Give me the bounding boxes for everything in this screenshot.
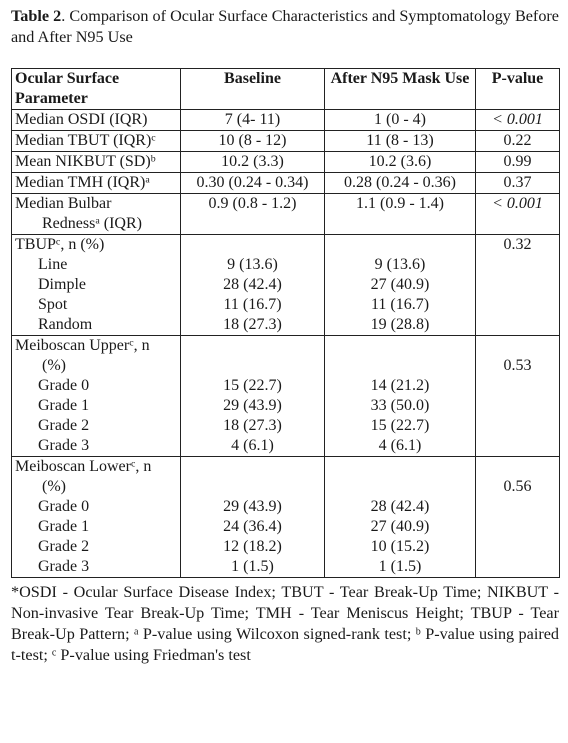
- group-title-suffix: , n (%): [60, 236, 105, 253]
- after-cell: [325, 336, 476, 377]
- row-label: Grade 1: [12, 396, 181, 416]
- table-row: [12, 436, 560, 457]
- table-footnote: [11, 582, 559, 666]
- baseline-cell: [181, 235, 325, 256]
- after-cell: 10 (15.2): [325, 537, 476, 557]
- pvalue-cell: [476, 396, 560, 416]
- header-parameter: Ocular Surface Parameter: [12, 69, 181, 110]
- after-cell: [325, 457, 476, 498]
- row-label-text: Median TMH (IQR): [15, 174, 146, 191]
- table-row: [12, 173, 560, 194]
- group-title-row: [12, 235, 560, 256]
- row-label-text: Median OSDI (IQR): [15, 111, 148, 128]
- row-label: Grade 2: [12, 537, 181, 557]
- footnote-mark-c: c: [51, 647, 57, 659]
- row-label: Grade 1: [12, 517, 181, 537]
- row-label: [12, 131, 181, 152]
- after-cell: 19 (28.8): [325, 315, 476, 336]
- row-label-line2: [15, 215, 142, 232]
- header-baseline: Baseline: [181, 69, 325, 110]
- table-row: [12, 295, 560, 315]
- pvalue-cell: 0.22: [476, 131, 560, 152]
- table-row: [12, 537, 560, 557]
- after-cell: 1 (0 - 4): [325, 110, 476, 131]
- baseline-cell: 9 (13.6): [181, 255, 325, 275]
- baseline-cell: 4 (6.1): [181, 436, 325, 457]
- row-label: Grade 0: [12, 497, 181, 517]
- baseline-cell: 24 (36.4): [181, 517, 325, 537]
- baseline-cell: 10 (8 - 12): [181, 131, 325, 152]
- pvalue-cell: [476, 336, 560, 377]
- pvalue-cell: [476, 537, 560, 557]
- pvalue-cell: [476, 376, 560, 396]
- footnote-mark-b: b: [415, 626, 421, 638]
- table-row: [12, 557, 560, 578]
- row-label-text: Median TBUT (IQR): [15, 132, 152, 149]
- table-row: [12, 194, 560, 235]
- footnote-mark: c: [129, 337, 134, 349]
- baseline-cell: 12 (18.2): [181, 537, 325, 557]
- table-row: [12, 315, 560, 336]
- document: [11, 6, 559, 682]
- row-label-line1: Median Bulbar: [15, 195, 112, 212]
- pvalue-cell: [476, 436, 560, 457]
- row-label: [12, 194, 181, 235]
- pvalue-text: 0.53: [503, 357, 532, 374]
- after-cell: 14 (21.2): [325, 376, 476, 396]
- group-title-row: [12, 336, 560, 377]
- after-cell: 10.2 (3.6): [325, 152, 476, 173]
- baseline-cell: 28 (42.4): [181, 275, 325, 295]
- group-title-row: [12, 457, 560, 498]
- pvalue-cell: [476, 457, 560, 498]
- pvalue-cell: < 0.001: [476, 110, 560, 131]
- header-after: After N95 Mask Use: [325, 69, 476, 110]
- after-cell: 4 (6.1): [325, 436, 476, 457]
- pvalue-cell: [476, 497, 560, 517]
- row-label-text: Mean NIKBUT (SD): [15, 153, 151, 170]
- table-row: [12, 255, 560, 275]
- row-label: [12, 110, 181, 131]
- row-label: Line: [12, 255, 181, 275]
- after-cell: 9 (13.6): [325, 255, 476, 275]
- group-title-continued: (%): [42, 478, 66, 495]
- after-cell: 27 (40.9): [325, 275, 476, 295]
- footnote-c-text: P-value using Friedman's test: [56, 646, 251, 664]
- footnote-mark: c: [55, 236, 61, 248]
- group-title: [12, 336, 181, 377]
- caption-text: . Comparison of Ocular Surface Characteristics and Symptomatology Before and After N95 Use: [11, 7, 559, 46]
- row-group: [12, 336, 560, 457]
- pvalue-cell: 0.99: [476, 152, 560, 173]
- bulbar-row-group: [12, 194, 560, 235]
- baseline-cell: 1 (1.5): [181, 557, 325, 578]
- footnote-mark-a: a: [134, 626, 139, 638]
- pvalue-cell: [476, 235, 560, 256]
- pvalue-cell: [476, 295, 560, 315]
- group-title-text: TBUP: [15, 236, 56, 253]
- baseline-cell: 29 (43.9): [181, 396, 325, 416]
- table-row: [12, 152, 560, 173]
- table-row: [12, 275, 560, 295]
- pvalue-cell: 0.37: [476, 173, 560, 194]
- group-title-suffix: , n: [133, 337, 150, 354]
- baseline-cell: 29 (43.9): [181, 497, 325, 517]
- after-cell: 15 (22.7): [325, 416, 476, 436]
- baseline-cell: 15 (22.7): [181, 376, 325, 396]
- footnote-mark: b: [150, 153, 156, 165]
- baseline-cell: [181, 457, 325, 498]
- baseline-cell: [181, 336, 325, 377]
- pvalue-cell: [476, 416, 560, 436]
- row-label: Grade 0: [12, 376, 181, 396]
- pvalue-cell: [476, 517, 560, 537]
- header-pvalue: P-value: [476, 69, 560, 110]
- row-group: [12, 457, 560, 578]
- row-label-suffix: (IQR): [99, 215, 142, 232]
- after-cell: 11 (16.7): [325, 295, 476, 315]
- table-label: Table 2: [11, 7, 62, 25]
- row-label: Grade 2: [12, 416, 181, 436]
- after-cell: 1 (1.5): [325, 557, 476, 578]
- footnote-a-text: P-value using Wilcoxon signed-rank test;: [138, 625, 416, 643]
- row-label: Grade 3: [12, 557, 181, 578]
- pvalue-cell: [476, 557, 560, 578]
- after-cell: 28 (42.4): [325, 497, 476, 517]
- footnote-mark: c: [130, 458, 136, 470]
- row-label-text: Redness: [42, 215, 96, 232]
- table-row: [12, 416, 560, 436]
- group-title-text: Meiboscan Lower: [15, 458, 131, 475]
- after-cell: [325, 235, 476, 256]
- row-label: Grade 3: [12, 436, 181, 457]
- table-row: [12, 376, 560, 396]
- comparison-table: [11, 68, 560, 578]
- group-title-continued: (%): [42, 357, 66, 374]
- row-label: Random: [12, 315, 181, 336]
- pvalue-cell: < 0.001: [476, 194, 560, 235]
- row-label: Dimple: [12, 275, 181, 295]
- baseline-cell: 10.2 (3.3): [181, 152, 325, 173]
- pvalue-text: 0.56: [503, 478, 532, 495]
- after-cell: 33 (50.0): [325, 396, 476, 416]
- table-header-row: [12, 69, 560, 110]
- row-label: [12, 173, 181, 194]
- after-cell: 27 (40.9): [325, 517, 476, 537]
- pvalue-cell: [476, 255, 560, 275]
- footnote-abbreviations: *OSDI - Ocular Surface Disease Index; TBUT - Tear Break-Up Time; NIKBUT - Non-invasive Tear Break-Up Time; TMH - Tear Meniscus Height; TBUP - Tear Break-Up Pattern;: [11, 583, 559, 643]
- after-cell: 11 (8 - 13): [325, 131, 476, 152]
- simple-rows: [12, 110, 560, 194]
- group-title-suffix: , n: [135, 458, 152, 475]
- table-row: [12, 131, 560, 152]
- footnote-mark: a: [95, 215, 100, 227]
- baseline-cell: 0.30 (0.24 - 0.34): [181, 173, 325, 194]
- pvalue-text: 0.32: [503, 236, 532, 253]
- table-row: [12, 517, 560, 537]
- group-title-text: Meiboscan Upper: [15, 337, 130, 354]
- table-row: [12, 396, 560, 416]
- footnote-mark: c: [151, 132, 156, 144]
- baseline-cell: 7 (4- 11): [181, 110, 325, 131]
- after-cell: 0.28 (0.24 - 0.36): [325, 173, 476, 194]
- footnote-b-text: P-value using paired t-test;: [11, 625, 559, 664]
- group-title: [12, 457, 181, 498]
- after-cell: 1.1 (0.9 - 1.4): [325, 194, 476, 235]
- table-caption: [11, 6, 559, 48]
- baseline-cell: 11 (16.7): [181, 295, 325, 315]
- row-label: Spot: [12, 295, 181, 315]
- footnote-mark: a: [145, 174, 150, 186]
- row-group: [12, 235, 560, 336]
- baseline-cell: 0.9 (0.8 - 1.2): [181, 194, 325, 235]
- baseline-cell: 18 (27.3): [181, 315, 325, 336]
- pvalue-cell: [476, 275, 560, 295]
- table-row: [12, 110, 560, 131]
- baseline-cell: 18 (27.3): [181, 416, 325, 436]
- table-row: [12, 497, 560, 517]
- group-title: [12, 235, 181, 256]
- row-label: [12, 152, 181, 173]
- pvalue-cell: [476, 315, 560, 336]
